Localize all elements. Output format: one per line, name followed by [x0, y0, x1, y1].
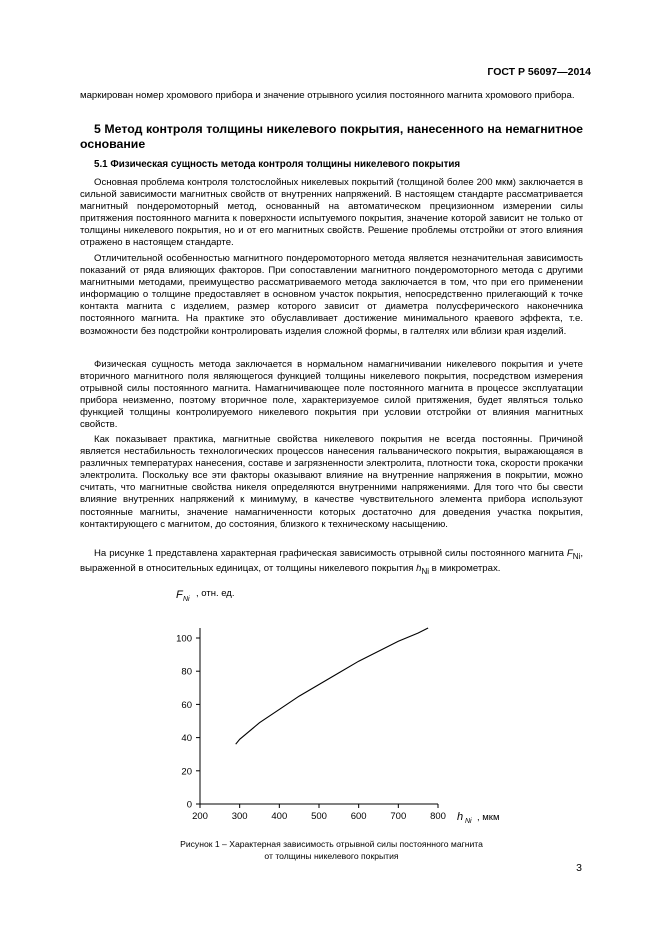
- y-tick-label: 20: [181, 766, 192, 778]
- x-tick-label: 800: [430, 811, 446, 822]
- x-tick-label: 200: [192, 811, 208, 822]
- paragraph-1: Основная проблема контроля толстослойных никелевых покрытий (толщиной более 200 мкм) заключается в сильной зависимости магнитных свойств от внутренних напряжений. В настоящем стандарте рассматривается магнитный пондеромоторный метод, основанный на автоматическом прецизионном измерении силы притяжения постоянного магнита к поверхности испытуемого покрытия, значение которой зависит не только от толщины никелевого покрытия, но и от его магнитных свойств. Решение проблемы отстройки от этого влияния отражено в настоящем стандарте.: [80, 177, 583, 249]
- y-tick-label: 100: [176, 633, 192, 645]
- page-number: 3: [576, 862, 582, 874]
- x-tick-label: 400: [271, 811, 288, 822]
- section-title: 5 Метод контроля толщины никелевого покрытия, нанесенного на немагнитное основание: [80, 122, 583, 151]
- svg-text:Ni: Ni: [465, 818, 472, 825]
- x-axis-label: [457, 811, 500, 825]
- y-tick-label: 80: [181, 666, 192, 678]
- paragraph-5: На рисунке 1 представлена характерная графическая зависимость отрывной силы постоянного магнита $F_{Ni}$, выраженной в относительных единицах, от толщины никелевого покрытия $h_{Ni}$ в микрометрах.: [80, 548, 583, 576]
- svg-text:, отн. ед.: , отн. ед.: [196, 588, 235, 599]
- force-curve: [236, 628, 428, 744]
- x-tick-label: 500: [311, 811, 327, 822]
- paragraph-4: Как показывает практика, магнитные свойства никелевого покрытия не всегда постоянны. Причиной является нестабильность технологических процессов нанесения гальванического покрытия, выражающаяся в различных температурах нанесения, составе и загрязненности электролита, плотности тока, скорости прокачки электролита. Поскольку все эти факторы оказывают влияние на внутренние напряжения в покрытии, можно считать, что магнитные свойства никеля определяются внутренними напряжениями. Для того что бы свести влияние внутренних напряжений к минимуму, в качестве чувствительного элемента прибора используют постоянные магниты, значение намагниченности которых достаточно для доведения участка покрытия, контактирующего с магнитом, до состояния, близкого к техническому насыщению.: [80, 434, 583, 530]
- paragraph-3: Физическая сущность метода заключается в нормальном намагничивании никелевого покрытия и учете вторичного магнитного поля являющегося функцией толщины никелевого покрытия, посредством измерения отрывной силы постоянного магнита. Намагничивающее поле постоянного магнита в процессе эксплуатации прибора неизменно, поэтому вторичное поле, характеризуемое силой притяжения, будет являться только функцией толщины контролируемого никелевого покрытия при условии отстройки от влияния магнитных свойств.: [80, 359, 583, 431]
- x-tick-label: 700: [390, 811, 407, 822]
- chart-axes: [200, 628, 438, 804]
- paragraph-2: Отличительной особенностью магнитного пондеромоторного метода является незначительная зависимость показаний от ряда влияющих факторов. При сопоставлении магнитного пондеромоторного метода с другими магнитными методами, преимущество рассматриваемого метода заключается в том, что при его применении информацию о толщине предоставляет в основном участок покрытия, непосредственно прилегающий к точке контакта магнита с изделием, размер которого зависит от диаметра полусферического наконечника постоянного магнита. На практике это обуславливает достижение минимального краевого эффекта, т.е. возможности без подстройки контролировать изделия сложной формы, в галтелях или вблизи края изделий.: [80, 253, 583, 337]
- subsection-title: 5.1 Физическая сущность метода контроля толщины никелевого покрытия: [94, 159, 461, 170]
- y-tick-label: 40: [181, 733, 192, 745]
- svg-text:Ni: Ni: [183, 596, 190, 603]
- y-ticks: [176, 634, 200, 811]
- y-tick-label: 0: [186, 799, 192, 811]
- thickness-force-chart: [150, 580, 530, 835]
- continuation-paragraph: маркирован номер хромового прибора и значение отрывного усилия постоянного магнита хромового прибора.: [80, 90, 575, 101]
- caption-line-1: Рисунок 1 – Характерная зависимость отрывной силы постоянного магнита: [180, 839, 483, 849]
- caption-line-2: от толщины никелевого покрытия: [264, 851, 399, 861]
- y-axis-label: [176, 588, 235, 603]
- figure-caption: [80, 838, 583, 862]
- x-tick-label: 600: [350, 811, 367, 822]
- y-tick-label: 60: [181, 699, 192, 711]
- svg-text:F: F: [176, 589, 183, 601]
- x-tick-label: 300: [231, 811, 248, 822]
- svg-text:h: h: [457, 811, 464, 823]
- svg-text:, мкм: , мкм: [477, 812, 500, 823]
- standard-number: ГОСТ Р 56097—2014: [487, 66, 591, 78]
- x-ticks: [192, 804, 446, 822]
